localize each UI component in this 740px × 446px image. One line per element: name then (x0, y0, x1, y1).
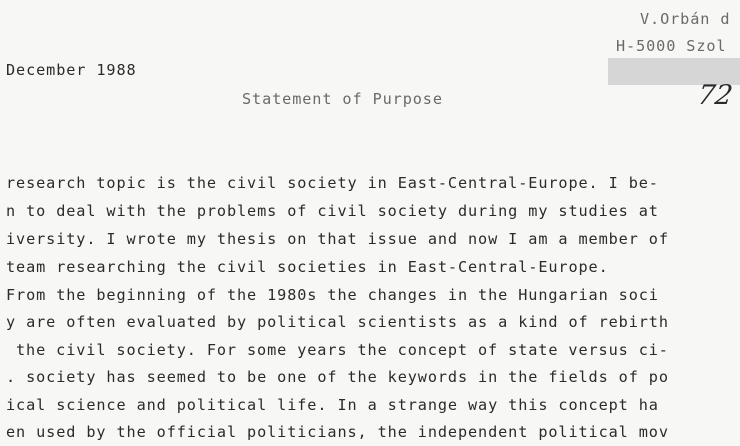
body-line: From the beginning of the 1980s the changes in the Hungarian soci (6, 286, 659, 304)
sender-address-line-2: H-5000 Szol (616, 37, 727, 55)
body-line: n to deal with the problems of civil society during my studies at (6, 202, 659, 220)
body-line: y are often evaluated by political scientists as a kind of rebirth (6, 313, 669, 331)
handwritten-number: 72 (695, 80, 735, 111)
body-line: ical science and political life. In a strange way this concept ha (6, 396, 659, 414)
body-line: the civil society. For some years the concept of state versus ci- (16, 341, 669, 359)
body-line: iversity. I wrote my thesis on that issue and now I am a member of (6, 230, 669, 248)
sender-address-line-1: V.Orbán d (640, 10, 731, 28)
body-line: team researching the civil societies in East-Central-Europe. (6, 258, 609, 276)
body-line: research topic is the civil society in East-Central-Europe. I be- (6, 174, 659, 192)
letter-date: December 1988 (6, 61, 137, 79)
body-line: . society has seemed to be one of the keywords in the fields of po (6, 368, 669, 386)
document-title: Statement of Purpose (242, 90, 443, 108)
body-line: en used by the official politicians, the independent political mov (6, 423, 669, 441)
